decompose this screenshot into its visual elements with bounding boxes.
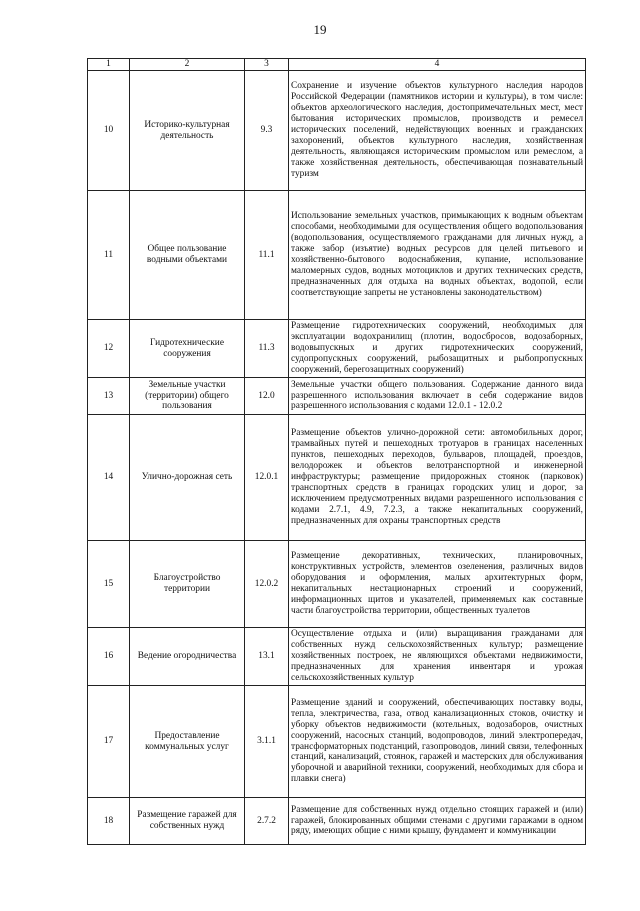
use-type-description: Размещение объектов улично-дорожной сети: автомобильных дорог, трамвайных путей и пешеходных тротуаров в границах населенных пунктов, пешеходных переходов, бульваров, площадей, проездов, велодорожек и объектов велотранспортной и инженерной инфраструктуры; размещение придорожных стоянок (парковок) транспортных средств в границах городских улиц и дорог, за исключением предусмотренных видами разрешенного использования с кодами 2.7.1, 4.9, 7.2.3, а также некапитальных сооружений, предназначенных для охраны транспортных средств: [289, 415, 586, 541]
page-number: 19: [313, 22, 327, 37]
use-type-code: 13.1: [245, 628, 289, 686]
use-type-description: Размещение зданий и сооружений, обеспечивающих поставку воды, тепла, электричества, газа, отвод канализационных стоков, очистку и уборку объектов недвижимости (котельных, водозаборов, очистных сооружений, насосных станций, водопроводов, линий электропередач, трансформаторных подстанций, газопроводов, линий связи, телефонных станций, канализаций, стоянок, гаражей и мастерских для обслуживания уборочной и аварийной техники, сооружений, необходимых для сбора и плавки снега): [289, 686, 586, 798]
row-number: 12: [88, 320, 130, 378]
use-type-code: 12.0.2: [245, 541, 289, 628]
use-type-name: Благоустройство территории: [130, 541, 245, 628]
table-row: [88, 71, 586, 191]
row-number: 11: [88, 191, 130, 320]
table-row: [88, 191, 586, 320]
row-number: 15: [88, 541, 130, 628]
use-type-name: Историко-культурная деятельность: [130, 71, 245, 191]
use-type-code: 9.3: [245, 71, 289, 191]
use-type-name: Улично-дорожная сеть: [130, 415, 245, 541]
use-type-code: 3.1.1: [245, 686, 289, 798]
use-type-code: 2.7.2: [245, 798, 289, 845]
use-type-name: Предоставление коммунальных услуг: [130, 686, 245, 798]
use-type-description: Использование земельных участков, примыкающих к водным объектам способами, необходимыми для осуществления общего водопользования (водопользования, осуществляемого гражданами для личных нужд, а также забор (изъятие) водных ресурсов для целей питьевого и хозяйственно-бытового водоснабжения, купание, использование маломерных судов, водных мотоциклов и других технических средств, предназначенных для отдыха на водных объектах, водопой, если соответствующие запреты не установлены законодательством): [289, 191, 586, 320]
table-header-row: [88, 59, 586, 71]
use-type-code: 11.3: [245, 320, 289, 378]
use-type-name: Размещение гаражей для собственных нужд: [130, 798, 245, 845]
row-number: 16: [88, 628, 130, 686]
use-type-description: Земельные участки общего пользования. Содержание данного вида разрешенного использования включает в себя содержание видов разрешенного использования с кодами 12.0.1 - 12.0.2: [289, 378, 586, 415]
use-type-code: 12.0.1: [245, 415, 289, 541]
table-row: [88, 686, 586, 798]
use-type-code: 12.0: [245, 378, 289, 415]
row-number: 14: [88, 415, 130, 541]
use-type-name: Гидротехнические сооружения: [130, 320, 245, 378]
use-type-description: Осуществление отдыха и (или) выращивания гражданами для собственных нужд сельскохозяйственных культур; размещение хозяйственных построек, не являющихся объектами недвижимости, предназначенных для хранения инвентаря и урожая сельскохозяйственных культур: [289, 628, 586, 686]
row-number: 10: [88, 71, 130, 191]
table-row: [88, 798, 586, 845]
header-col-4: 4: [289, 59, 586, 71]
table-row: [88, 628, 586, 686]
use-type-description: Размещение для собственных нужд отдельно стоящих гаражей и (или) гаражей, блокированных общими стенами с другими гаражами в одном ряду, имеющих общие с ними крышу, фундамент и коммуникации: [289, 798, 586, 845]
use-type-name: Ведение огородничества: [130, 628, 245, 686]
use-type-name: Земельные участки (территории) общего пользования: [130, 378, 245, 415]
use-type-description: Размещение гидротехнических сооружений, необходимых для эксплуатации водохранилищ (плотин, водосбросов, водозаборных, водовыпускных и других гидротехнических сооружений, судопропускных сооружений, рыбозащитных и рыбопропускных сооружений, берегозащитных сооружений): [289, 320, 586, 378]
use-type-name: Общее пользование водными объектами: [130, 191, 245, 320]
use-type-description: Размещение декоративных, технических, планировочных, конструктивных устройств, элементов озеленения, различных видов оборудования и оформления, малых архитектурных форм, некапитальных нестационарных строений и сооружений, информационных щитов и указателей, применяемых как составные части благоустройства территории, общественных туалетов: [289, 541, 586, 628]
use-type-code: 11.1: [245, 191, 289, 320]
header-col-1: 1: [88, 59, 130, 71]
header-col-2: 2: [130, 59, 245, 71]
row-number: 17: [88, 686, 130, 798]
land-use-table: [87, 58, 586, 845]
row-number: 13: [88, 378, 130, 415]
header-col-3: 3: [245, 59, 289, 71]
table-row: [88, 541, 586, 628]
use-type-description: Сохранение и изучение объектов культурного наследия народов Российской Федерации (памятников истории и культуры), в том числе: объектов археологического наследия, достопримечательных мест, мест бытования исторических промыслов, производств и ремесел исторических поселений, недействующих военных и гражданских захоронений, объектов культурного наследия, хозяйственная деятельность, являющаяся историческим промыслом или ремеслом, а также хозяйственная деятельность, обеспечивающая познавательный туризм: [289, 71, 586, 191]
table-row: [88, 415, 586, 541]
row-number: 18: [88, 798, 130, 845]
table-row: [88, 320, 586, 378]
table-row: [88, 378, 586, 415]
